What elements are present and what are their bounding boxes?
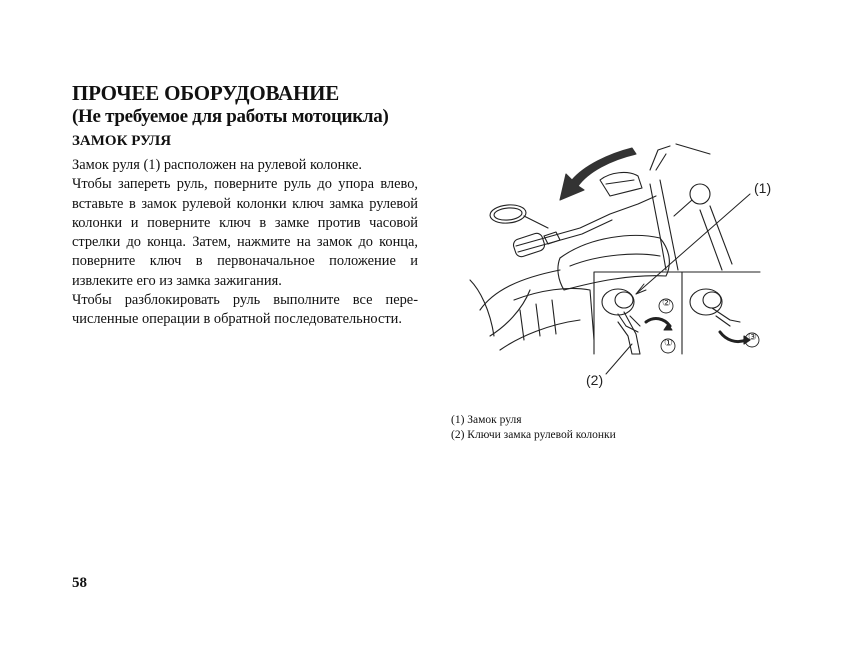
figure-captions — [451, 413, 616, 443]
callout-1-label: (1) — [754, 180, 772, 196]
handlebar — [516, 196, 656, 246]
motorcycle-steering-lock-drawing — [460, 140, 790, 400]
body-text — [72, 156, 418, 330]
steering-lock-illustration — [460, 140, 790, 400]
caption-1: (1) Замок руля — [451, 414, 522, 426]
paragraph: Замок руля (1) расположен на рулевой колонке. — [72, 157, 362, 173]
left-mirror — [489, 203, 526, 224]
step-3-marker: ③ — [748, 332, 757, 343]
leader-line-2 — [606, 344, 632, 374]
page-title: ПРОЧЕЕ ОБОРУДОВАНИЕ — [72, 81, 340, 105]
paragraph: Чтобы разблокировать руль выполните все перечисленные операции в обратной последовательности. — [72, 292, 418, 328]
fuel-tank — [558, 235, 669, 290]
page-number: 58 — [72, 575, 87, 591]
step-1-marker: ① — [664, 338, 673, 349]
section-heading: ЗАМОК РУЛЯ — [72, 133, 172, 149]
callout-2-label: (2) — [586, 372, 604, 388]
leader-line-1 — [636, 194, 750, 294]
lock-detail-unlocking — [690, 289, 750, 344]
page-subtitle: (Не требуемое для работы мотоцикла) — [72, 106, 389, 127]
caption-2: (2) Ключи замка рулевой колонки — [451, 429, 616, 441]
paragraph: Чтобы запереть руль, поверните руль до упора влево, вставьте в замок рулевой колонки ключ замка рулевой колонки и поверните ключ в замке против часовой стрелки до конца. Затем, нажмите на замок до конца, поверните ключ в первоначальное положение и извлеките его из замка зажигания. — [72, 176, 418, 289]
right-mirror — [690, 184, 710, 204]
step-2-marker: ② — [662, 298, 671, 309]
